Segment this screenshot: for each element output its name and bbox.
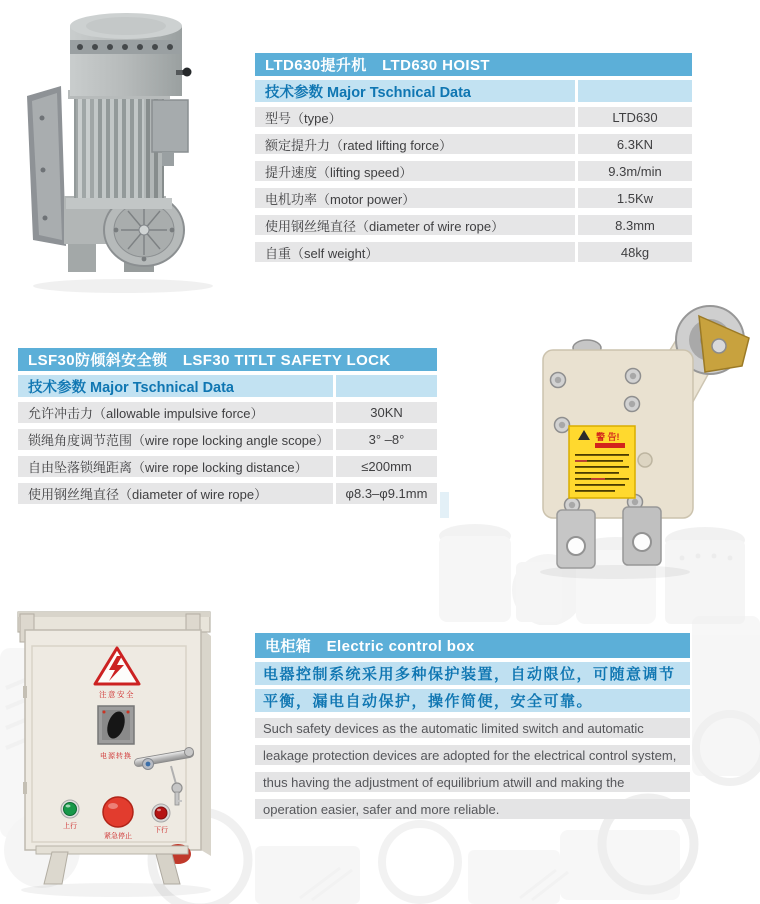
control-box-en-line: Such safety devices as the automatic limited switch and automatic — [255, 718, 690, 738]
table-row-value: 1.5Kw — [578, 188, 692, 208]
control-box-en-line: thus having the adjustment of equilibrium atwill and making the — [255, 772, 690, 792]
table-row-value: 9.3m/min — [578, 161, 692, 181]
table-row-label: 允许冲击力（allowable impulsive force） — [18, 402, 333, 423]
table-row-label: 电机功率（motor power） — [255, 188, 575, 208]
lock-warning-label — [569, 426, 635, 498]
emergency-stop-button — [103, 797, 133, 827]
hoist-table — [255, 53, 692, 262]
hoist-top-cap — [70, 13, 192, 96]
control-box-cn-line: 电器控制系统采用多种保护装置，自动限位，可随意调节 — [255, 662, 690, 685]
control-box-en-line: operation easier, safer and more reliable. — [255, 799, 690, 819]
hoist-mounting-bracket — [27, 86, 66, 246]
control-box-warning-text: 注意安全 — [99, 690, 135, 699]
table-row-value: 8.3mm — [578, 215, 692, 235]
table-row-label: 型号（type） — [255, 107, 575, 127]
table-row-label: 使用钢丝绳直径（diameter of wire rope） — [18, 483, 333, 504]
table-row-label: 自重（self weight） — [255, 242, 575, 262]
table-row-value: φ8.3–φ9.1mm — [336, 483, 437, 504]
control-box-en-line: leakage protection devices are adopted for the electrical control system, — [255, 745, 690, 765]
table-row-value: 6.3KN — [578, 134, 692, 154]
hoist-table-subtitle: 技术参数 Major Tschnical Data — [255, 80, 575, 102]
table-row-value: 48kg — [578, 242, 692, 262]
table-row-value: 3° –8° — [336, 429, 437, 450]
lock-table-subtitle: 技术参数 Major Tschnical Data — [18, 375, 333, 397]
table-row-label: 额定提升力（rated lifting force） — [255, 134, 575, 154]
up-button — [61, 800, 79, 818]
control-box-title: 电柜箱 Electric control box — [255, 633, 690, 658]
table-row-label: 使用钢丝绳直径（diameter of wire rope） — [255, 215, 575, 235]
down-button — [152, 804, 170, 822]
table-row-label: 自由坠落锁绳距离（wire rope locking distance） — [18, 456, 333, 477]
hoist-table-title: LTD630提升机 LTD630 HOIST — [255, 53, 692, 76]
table-row-value: LTD630 — [578, 107, 692, 127]
up-button-label: 上行 — [63, 823, 77, 830]
rotary-switch-label: 电源转换 — [100, 753, 132, 760]
down-button-label: 下行 — [154, 827, 168, 834]
table-row-value: 30KN — [336, 402, 437, 423]
lock-warning-text: 警 告! — [596, 432, 620, 442]
table-row-label: 锁绳角度调节范围（wire rope locking angle scope） — [18, 429, 333, 450]
lock-table-title: LSF30防倾斜安全锁 LSF30 TITLT SAFETY LOCK — [18, 348, 437, 371]
hoist-photo — [18, 0, 238, 295]
table-row-label: 提升速度（lifting speed） — [255, 161, 575, 181]
hoist-shadow — [33, 279, 213, 293]
emergency-stop-label: 紧急停止 — [104, 833, 132, 840]
control-box-section — [255, 633, 690, 819]
safety-lock-photo — [495, 288, 760, 588]
power-rotary-switch — [98, 706, 134, 744]
control-box-photo — [8, 602, 243, 902]
hoist-table-subtitle-spacer — [578, 80, 692, 102]
safety-lock-table — [18, 348, 437, 504]
control-box-cn-line: 平衡，漏电自动保护，操作简便，安全可靠。 — [255, 689, 690, 712]
lock-table-subtitle-spacer — [336, 375, 437, 397]
table-row-value: ≤200mm — [336, 456, 437, 477]
